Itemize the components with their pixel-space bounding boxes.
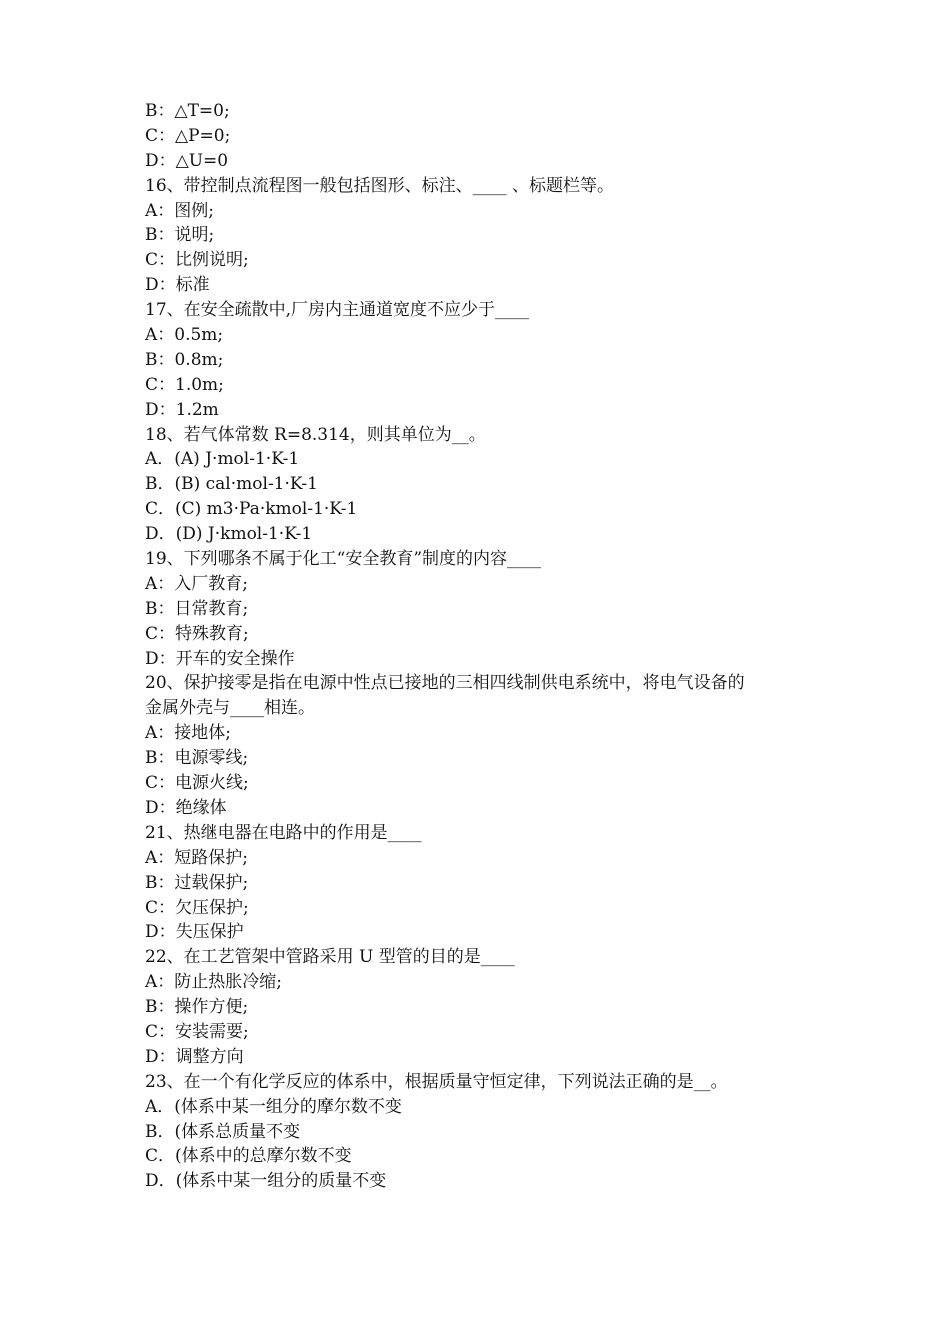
option-a-21: A：短路保护; <box>145 847 249 868</box>
option-d-22: D：调整方向 <box>145 1046 244 1067</box>
option-d-17: D：1.2m <box>145 399 219 420</box>
option-b-16: B：说明; <box>145 225 215 246</box>
option-a-20: A：接地体; <box>145 723 232 744</box>
option-d-15: D：△U=0 <box>145 150 229 171</box>
option-d-19: D：开车的安全操作 <box>145 648 295 669</box>
option-a-16: A：图例; <box>145 200 215 221</box>
question-22: 22、在工艺管架中管路采用 U 型管的目的是____ <box>145 947 515 968</box>
option-c-22: C：安装需要; <box>145 1021 249 1042</box>
question-19: 19、下列哪条不属于化工“安全教育”制度的内容____ <box>145 549 542 570</box>
question-21: 21、热继电器在电路中的作用是____ <box>145 822 422 843</box>
option-d-23: D．(体系中某一组分的质量不变 <box>145 1171 387 1192</box>
option-c-15: C：△P=0; <box>145 125 231 146</box>
option-b-17: B：0.8m; <box>145 349 224 370</box>
option-a-19: A：入厂教育; <box>145 573 249 594</box>
question-17: 17、在安全疏散中,厂房内主通道宽度不应少于____ <box>145 300 530 321</box>
option-a-22: A：防止热胀冷缩; <box>145 972 283 993</box>
option-b-19: B：日常教育; <box>145 598 249 619</box>
option-b-22: B：操作方便; <box>145 997 249 1018</box>
question-16: 16、带控制点流程图一般包括图形、标注、____ 、标题栏等。 <box>145 175 615 196</box>
option-d-16: D：标准 <box>145 275 210 296</box>
option-c-23: C．(体系中的总摩尔数不变 <box>145 1146 352 1167</box>
option-d-21: D：失压保护 <box>145 922 244 943</box>
option-c-21: C：欠压保护; <box>145 897 249 918</box>
option-c-19: C：特殊教育; <box>145 623 249 644</box>
option-d-20: D：绝缘体 <box>145 797 227 818</box>
option-c-17: C：1.0m; <box>145 374 224 395</box>
option-b-18: B．(B) cal·mol-1·K-1 <box>145 474 318 495</box>
option-a-18: A．(A) J·mol-1·K-1 <box>145 449 300 470</box>
option-b-20: B：电源零线; <box>145 748 249 769</box>
option-a-17: A：0.5m; <box>145 325 224 346</box>
option-a-23: A．(体系中某一组分的摩尔数不变 <box>145 1096 402 1117</box>
question-18: 18、若气体常数 R=8.314，则其单位为__。 <box>145 424 486 445</box>
question-23: 23、在一个有化学反应的体系中，根据质量守恒定律，下列说法正确的是__。 <box>145 1071 728 1092</box>
document-page <box>145 99 825 1194</box>
option-d-18: D．(D) J·kmol-1·K-1 <box>145 524 313 545</box>
option-b-15: B：△T=0; <box>145 101 230 121</box>
option-c-16: C：比例说明; <box>145 250 249 271</box>
option-b-21: B：过载保护; <box>145 872 249 893</box>
question-20-line-1: 20、保护接零是指在电源中性点已接地的三相四线制供电系统中，将电气设备的 <box>145 673 745 694</box>
question-20-line-2: 金属外壳与____相连。 <box>145 698 315 719</box>
option-b-23: B．(体系总质量不变 <box>145 1121 301 1142</box>
option-c-20: C：电源火线; <box>145 773 249 794</box>
option-c-18: C．(C) m3·Pa·kmol-1·K-1 <box>145 499 358 520</box>
